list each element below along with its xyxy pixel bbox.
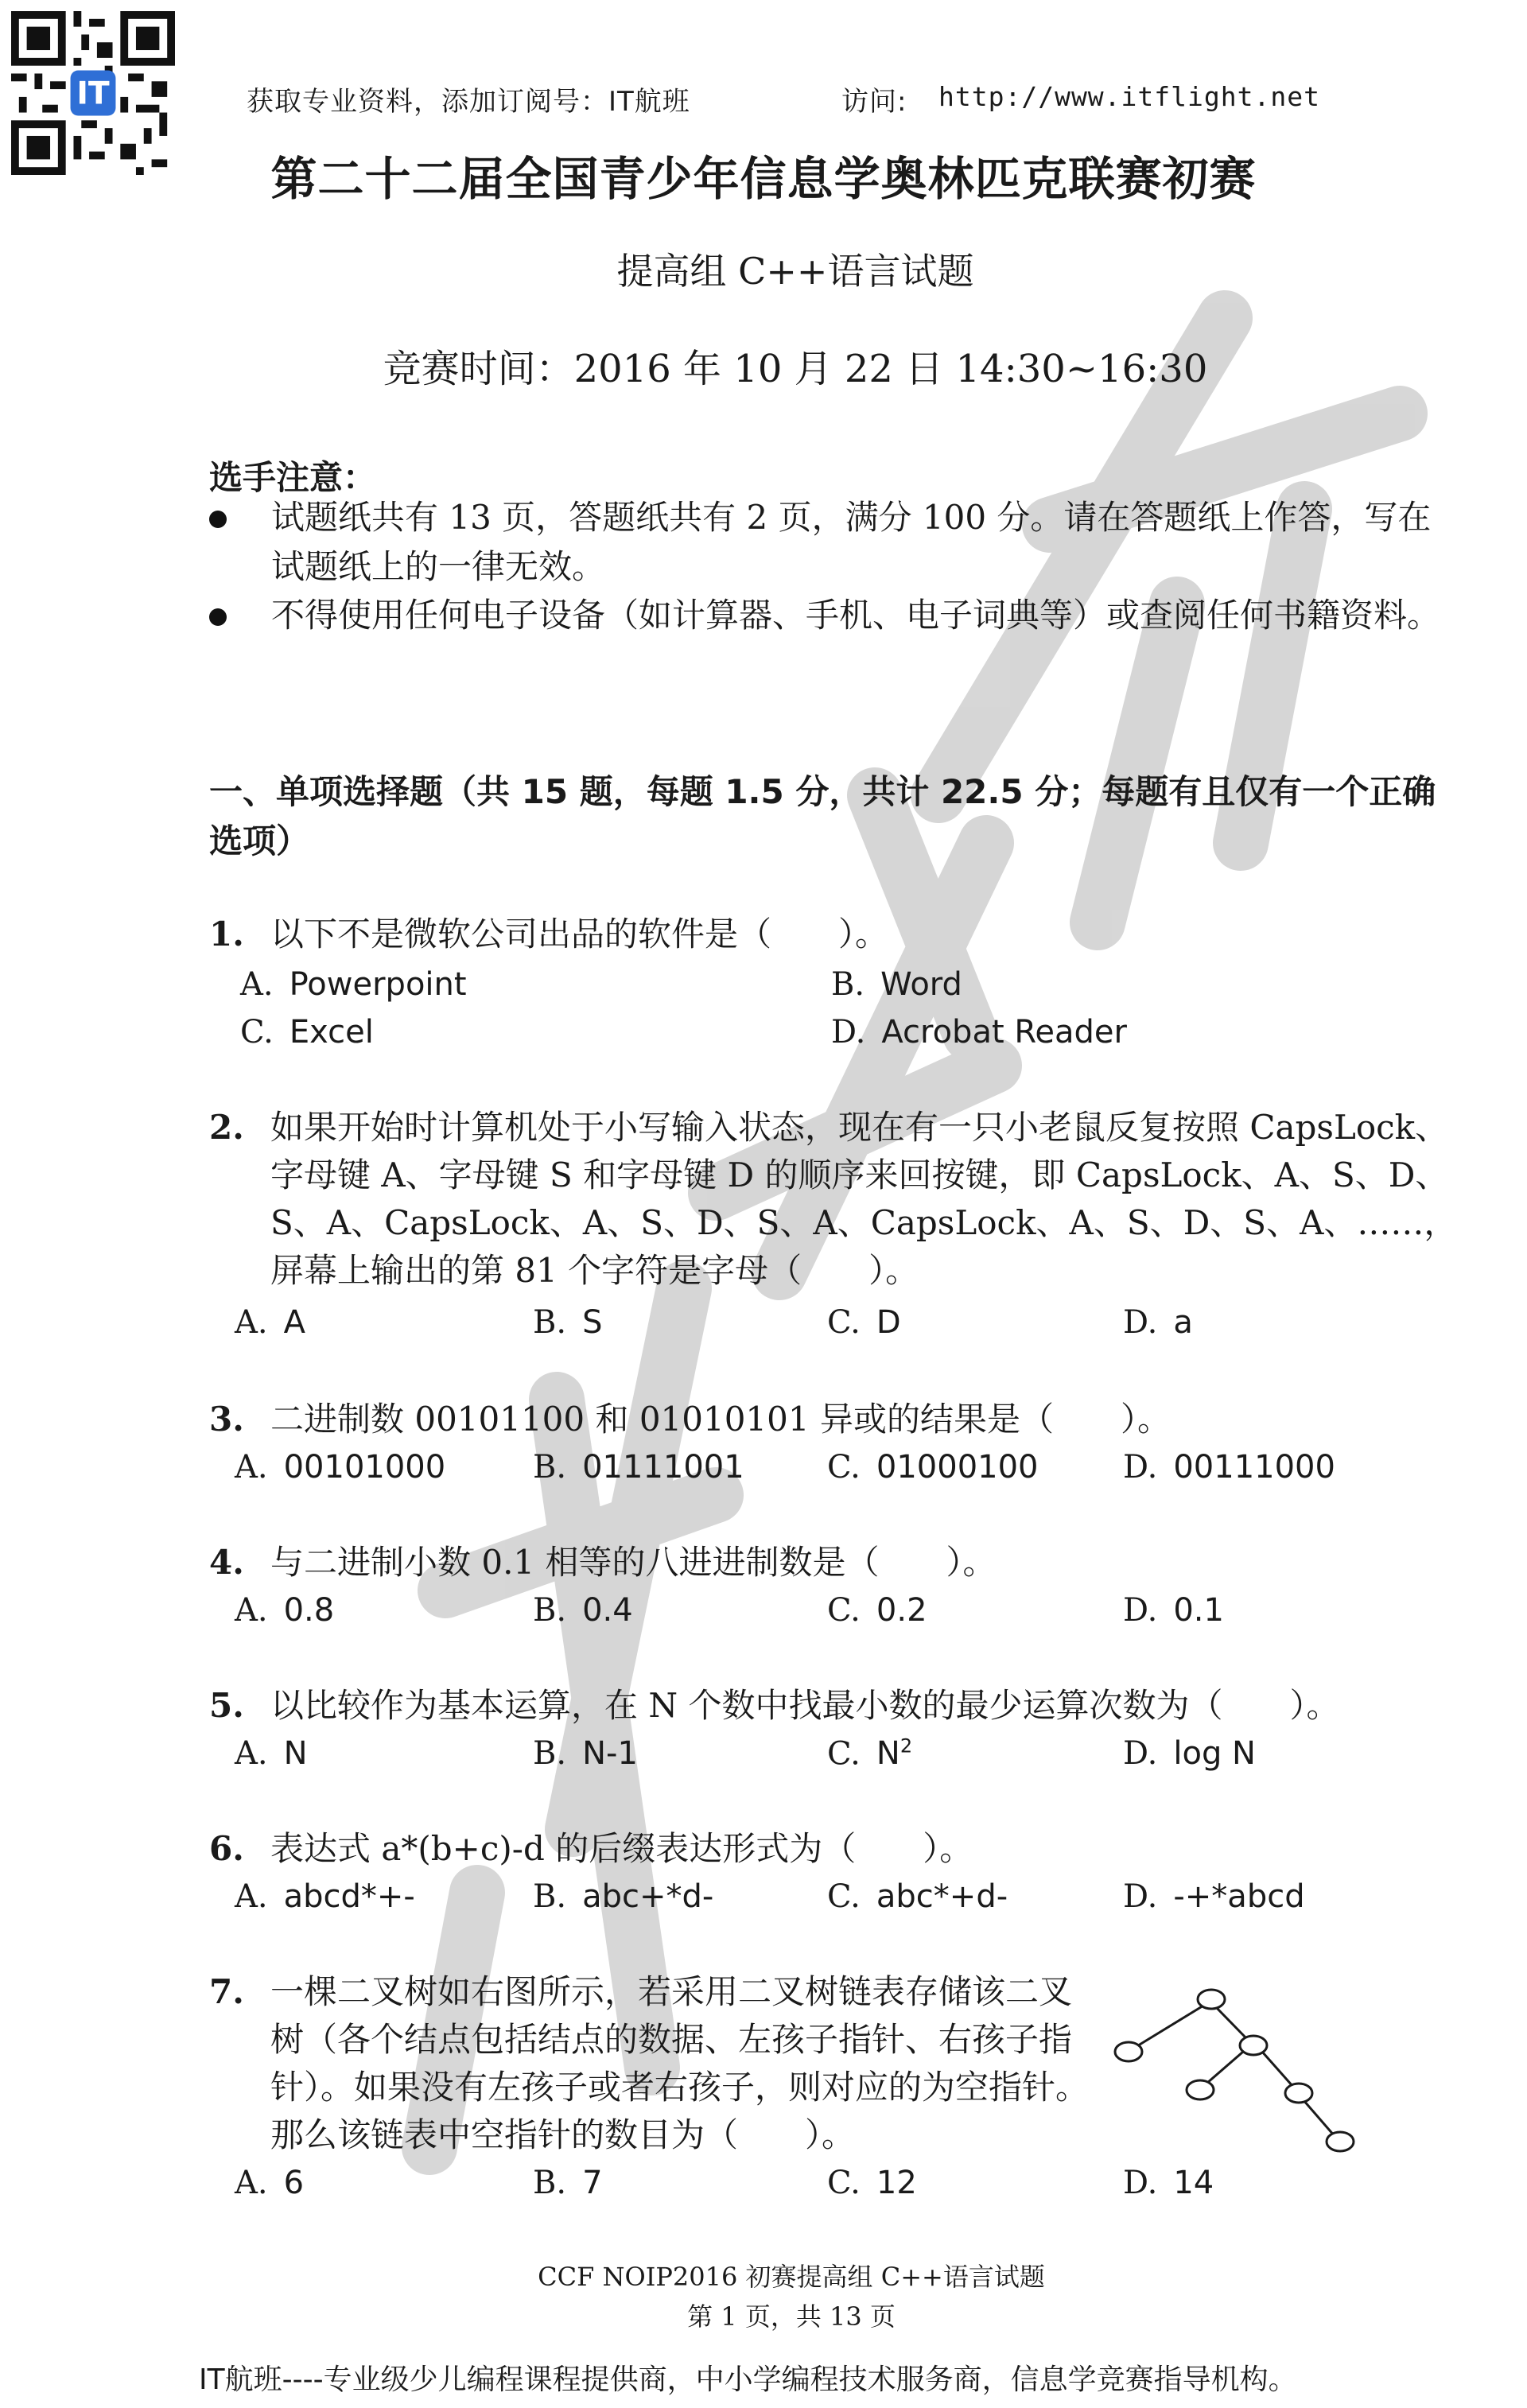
question-number: 5. [209,1686,244,1725]
option-letter: D. [1123,1449,1158,1486]
option-value: 00111000 [1173,1449,1335,1486]
option-letter: B. [533,1735,567,1772]
option-a [235,1878,415,1915]
option-letter: B. [533,1304,567,1341]
question-number: 1. [209,915,244,953]
option-d [1123,1878,1305,1915]
notice-heading: 选手注意： [209,458,377,497]
option-value: Powerpoint [289,966,467,1003]
tree-node [1198,1990,1225,2009]
binary-tree-diagram [1109,1988,1372,2163]
option-letter: A. [240,966,274,1003]
option-d [831,1014,1127,1051]
option-letter: A. [235,1878,268,1915]
option-letter: A. [235,1735,268,1772]
option-letter: C. [240,1014,274,1051]
option-a [235,1304,305,1341]
bottom-promo-note: IT航班----专业级少儿编程课程提供商，中小学编程技术服务商，信息学竞赛指导机构。 [199,2363,1297,2396]
question-number: 7. [209,1972,244,2011]
page-footer-title: CCF NOIP2016 初赛提高组 C++语言试题 [538,2262,1045,2292]
question-text: 与二进制小数 0.1 相等的八进进制数是（ ）。 [270,1543,997,1582]
option-b [831,966,962,1003]
option-letter: C. [827,1449,861,1486]
option-letter: B. [831,966,865,1003]
option-value: D [876,1304,901,1341]
option-c [827,1592,927,1629]
option-letter: D. [1123,1735,1158,1772]
option-superscript: 2 [899,1735,913,1757]
option-letter: A. [235,1449,268,1486]
question-text-line: S、A、CapsLock、A、S、D、S、A、CapsLock、A、S、D、S、A、……， [270,1203,1458,1242]
option-a [240,966,467,1003]
question-text: 以下不是微软公司出品的软件是（ ）。 [270,915,889,953]
question-text-line: 字母键 A、字母键 S 和字母键 D 的顺序来回按键，即 CapsLock、A、S、D、 [270,1155,1449,1194]
option-letter: B. [533,1878,567,1915]
option-d [1123,2165,1214,2201]
option-value: N [283,1735,308,1772]
option-letter: D. [1123,1878,1158,1915]
option-value: -+*abcd [1173,1878,1305,1915]
option-letter: D. [1123,2165,1158,2201]
tree-node [1115,2042,1142,2061]
option-value: a [1173,1304,1193,1341]
option-value: 01000100 [876,1449,1039,1486]
option-c [827,2165,917,2201]
exam-time: 竞赛时间：2016 年 10 月 22 日 14:30~16:30 [383,347,1208,391]
option-letter: C. [827,1878,861,1915]
header-promo: 获取专业资料，添加订阅号：IT航班 [247,86,690,118]
option-d [1123,1592,1224,1629]
header-visit-label: 访问: [841,86,907,118]
question-number: 2. [209,1108,244,1147]
page-number: 第 1 页，共 13 页 [687,2301,896,2332]
tree-node [1327,2132,1354,2151]
option-value: abcd*+- [283,1878,415,1915]
option-value: 0.2 [876,1592,927,1629]
option-a [235,2165,304,2201]
option-value: 0.4 [582,1592,633,1629]
option-d [1123,1304,1193,1341]
option-a [235,1735,308,1772]
tree-node [1240,2036,1267,2055]
option-value: 0.1 [1173,1592,1224,1629]
question-text: 表达式 a*(b+c)-d 的后缀表达形式为（ ）。 [270,1829,973,1868]
option-letter: C. [827,1304,861,1341]
option-letter: B. [533,1592,567,1629]
option-b [533,1449,744,1486]
section-heading: 一、单项选择题（共 15 题，每题 1.5 分，共计 22.5 分；每题有且仅有一个正确选项） [209,772,1436,860]
option-letter: C. [827,1735,861,1773]
option-letter: A. [235,1592,268,1629]
option-b [533,1878,713,1915]
question-text-line: 屏幕上输出的第 81 个字符是字母（ ）。 [270,1251,919,1290]
option-letter: D. [1123,1592,1158,1629]
option-b [533,2165,603,2201]
question-text: 以比较作为基本运算，在 N 个数中找最小数的最少运算次数为（ ）。 [270,1686,1340,1725]
notice-item-text: 不得使用任何电子设备（如计算器、手机、电子词典等）或查阅任何书籍资料。 [271,596,1441,635]
option-c [827,1735,912,1772]
question-text-line: 那么该链表中空指针的数目为（ ）。 [270,2115,856,2154]
option-letter: A. [235,2165,268,2201]
question-number: 4. [209,1543,244,1582]
option-c [827,1304,901,1341]
option-letter: B. [533,2165,567,2201]
option-value: 00101000 [283,1449,446,1486]
option-value: 01111001 [582,1449,744,1486]
option-a [235,1592,334,1629]
question-text-line: 针）。如果没有左孩子或者右孩子，则对应的为空指针。 [270,2068,1090,2107]
option-b [533,1735,638,1772]
option-c [827,1449,1039,1486]
question-number: 6. [209,1829,244,1868]
option-value: log N [1173,1735,1256,1772]
tree-node [1285,2084,1312,2103]
notice-item [209,591,1450,640]
option-value: A [283,1304,305,1341]
option-letter: C. [827,2165,861,2201]
option-letter: A. [235,1304,268,1341]
option-a [235,1449,445,1486]
qr-logo: IT [76,76,110,112]
option-d [1123,1449,1335,1486]
bullet-icon [209,511,227,528]
header-url-link[interactable]: http://www.itflight.net [938,81,1320,112]
option-base: N [876,1735,900,1773]
option-value: Acrobat Reader [881,1014,1127,1051]
option-b [533,1592,633,1629]
option-value: S [582,1304,603,1341]
option-value [876,1735,912,1772]
option-value: N-1 [582,1735,638,1772]
question-text-line: 树（各个结点包括结点的数据、左孩子指针、右孩子指 [270,2020,1073,2059]
option-c [240,1014,374,1051]
question-text: 二进制数 00101100 和 01010101 异或的结果是（ ）。 [270,1400,1171,1439]
option-letter: B. [533,1449,567,1486]
option-value: 12 [876,2165,917,2201]
option-value: Excel [289,1014,374,1051]
tree-node [1187,2080,1214,2099]
option-letter: D. [831,1014,866,1051]
option-c [827,1878,1008,1915]
question-text-line: 如果开始时计算机处于小写输入状态，现在有一只小老鼠反复按照 CapsLock、 [270,1108,1449,1147]
bullet-icon [209,608,227,626]
option-value: Word [880,966,962,1003]
option-value: abc+*d- [582,1878,714,1915]
option-value: 6 [283,2165,305,2201]
question-text-line: 一棵二叉树如右图所示，若采用二叉树链表存储该二叉 [270,1972,1073,2011]
option-value: 7 [582,2165,603,2201]
option-d [1123,1735,1256,1772]
option-value: 14 [1173,2165,1214,2201]
option-value: 0.8 [283,1592,335,1629]
page-subtitle: 提高组 C++语言试题 [616,250,974,293]
option-b [533,1304,603,1341]
option-value: abc*+d- [876,1878,1008,1915]
question-number: 3. [209,1400,244,1439]
page-title: 第二十二届全国青少年信息学奥林匹克联赛初赛 [270,152,1257,206]
notice-item-text: 试题纸共有 13 页，答题纸共有 2 页，满分 100 分。请在答题纸上作答，写在试题纸上的一律无效。 [271,498,1432,586]
notice-item [209,493,1450,592]
option-letter: C. [827,1592,861,1629]
option-letter: D. [1123,1304,1158,1341]
